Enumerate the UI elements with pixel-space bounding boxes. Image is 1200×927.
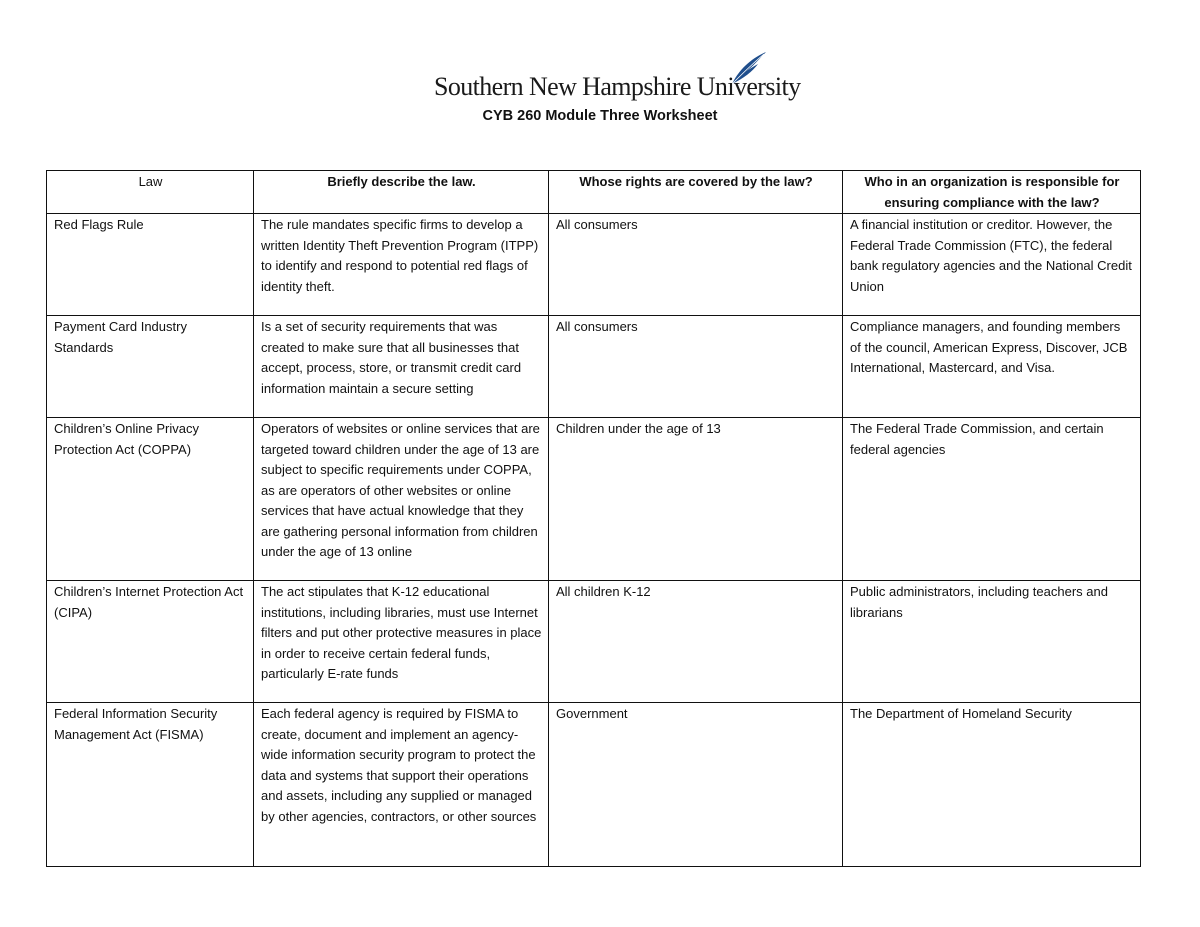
cell-rights: All children K-12 [549, 581, 843, 703]
cell-rights: Children under the age of 13 [549, 418, 843, 581]
column-header-responsible: Who in an organization is responsible for ensuring compliance with the law? [843, 171, 1141, 214]
cell-description: Is a set of security requirements that was created to make sure that all businesses that accept, process, store, or transmit credit card information maintain a secure setting [254, 316, 549, 418]
cell-rights: Government [549, 703, 843, 867]
cell-description: The act stipulates that K-12 educational institutions, including libraries, must use Internet filters and put other protective measures in place in order to receive certain federal funds, particularly E-rate funds [254, 581, 549, 703]
law-table [46, 170, 1141, 867]
table-row [47, 418, 1141, 581]
table-row [47, 316, 1141, 418]
cell-law: Children’s Online Privacy Protection Act (COPPA) [47, 418, 254, 581]
table-row [47, 703, 1141, 867]
column-header-rights: Whose rights are covered by the law? [549, 171, 843, 214]
table-row [47, 581, 1141, 703]
cell-description: Each federal agency is required by FISMA to create, document and implement an agency-wide information security program to protect the data and systems that support their operations and assets, including any supplied or managed by other agencies, contractors, or other sources [254, 703, 549, 867]
cell-law: Red Flags Rule [47, 214, 254, 316]
cell-law: Children’s Internet Protection Act (CIPA) [47, 581, 254, 703]
cell-responsible: Public administrators, including teachers and librarians [843, 581, 1141, 703]
cell-rights: All consumers [549, 214, 843, 316]
table-row [47, 214, 1141, 316]
cell-law: Federal Information Security Management Act (FISMA) [47, 703, 254, 867]
university-name: Southern New Hampshire University [434, 72, 801, 101]
column-header-description: Briefly describe the law. [254, 171, 549, 214]
cell-responsible: Compliance managers, and founding members of the council, American Express, Discover, JCB International, Mastercard, and Visa. [843, 316, 1141, 418]
cell-law: Payment Card Industry Standards [47, 316, 254, 418]
cell-responsible: A financial institution or creditor. However, the Federal Trade Commission (FTC), the federal bank regulatory agencies and the National Credit Union [843, 214, 1141, 316]
university-logo [430, 50, 801, 105]
cell-description: Operators of websites or online services that are targeted toward children under the age of 13 are subject to specific requirements under COPPA, as are operators of other websites or online services that have actual knowledge that they are gathering personal information from children under the age of 13 online [254, 418, 549, 581]
cell-responsible: The Department of Homeland Security [843, 703, 1141, 867]
cell-rights: All consumers [549, 316, 843, 418]
cell-description: The rule mandates specific firms to develop a written Identity Theft Prevention Program (ITPP) to identify and respond to potential red flags of identity theft. [254, 214, 549, 316]
cell-responsible: The Federal Trade Commission, and certain federal agencies [843, 418, 1141, 581]
column-header-law: Law [47, 171, 254, 214]
table-header-row [47, 171, 1141, 214]
page-title: CYB 260 Module Three Worksheet [482, 108, 718, 124]
